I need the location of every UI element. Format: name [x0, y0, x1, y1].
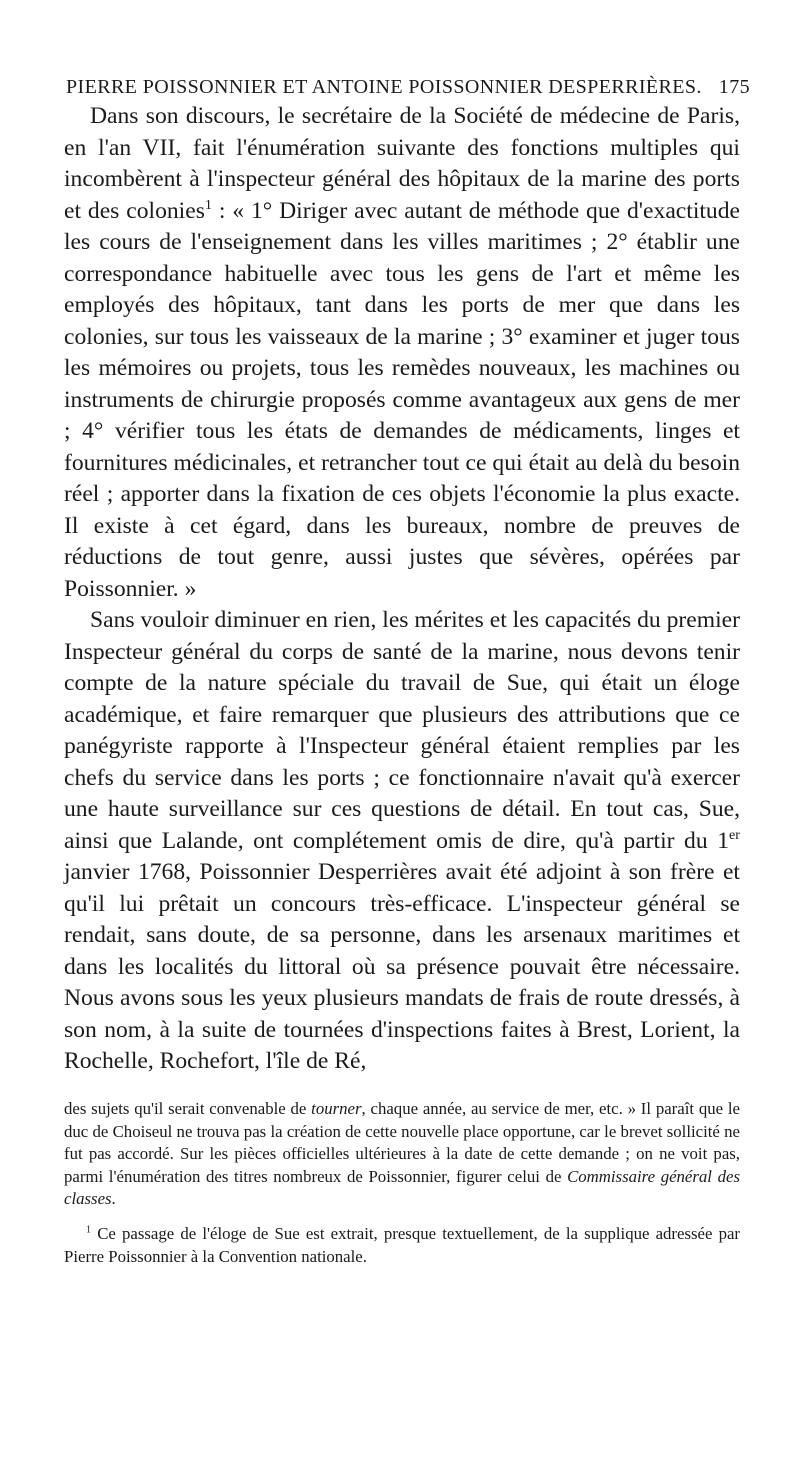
footnote-italic-title: Commissaire général des classes: [64, 1166, 740, 1209]
footnote-reference: 1: [204, 196, 212, 213]
footnote-marker: 1: [86, 1224, 92, 1236]
paragraph-2-text: Sans vouloir diminuer en rien, les mérites et les capacités du premier Inspecteur général du corps de santé de la marine, nous devons tenir compte de la nature spéciale du travail de Sue, qui était un éloge académique, et faire remarquer que plusieurs des attributions que ce panégyriste rapporte à l'Inspecteur général étaient remplies par les chefs du service dans les ports ; ce fonctionnaire n'avait qu'à exercer une haute surveillance sur ces questions de détail. En tout cas, Sue, ainsi que Lalande, ont complétement omis de dire, qu'à partir du 1: [64, 607, 740, 854]
footnote-separator: [64, 1211, 740, 1223]
footnote-1-text: Ce passage de l'éloge de Sue est extrait, presque textuellement, de la supplique adressée par Pierre Poissonnier à la Convention nationale.: [64, 1223, 740, 1266]
paragraph-1-quote: : « 1° Diriger avec autant de méthode que d'exactitude les cours de l'enseignement dans les villes maritimes ; 2° établir une correspondance habituelle avec tous les gens de l'art et même les employés des hôpitaux, tant dans les ports de mer que dans les colonies, sur tous les vaisseaux de la marine ; 3° examiner et juger tous les mémoires ou projets, tous les remèdes nouveaux, les machines ou instruments de chirurgie proposés comme avantageux aux gens de mer ; 4° vérifier tous les états de demandes de médicaments, linges et fournitures médicinales, et retrancher tout ce qui était au delà du besoin réel ; apporter dans la fixation de ces objets l'économie la plus exacte. Il existe à cet égard, dans les bureaux, nombre de preuves de réductions de tout genre, aussi justes que sévères, opérées par Poissonnier. »: [64, 197, 740, 602]
running-title: PIERRE POISSONNIER ET ANTOINE POISSONNIER DESPERRIÈRES.: [66, 76, 702, 98]
paragraph-1-text: Dans son discours, le secrétaire de la Société de médecine de Paris, en l'an VII, fait l'énumération suivante des fonctions multiples qui incombèrent à l'inspecteur général des hôpitaux de la marine des ports et des colonies: [64, 103, 740, 224]
footnote-continued-text-2: , chaque année, au service de mer, etc. » Il paraît que le duc de Choiseul ne trouva pas la création de cette nouvelle place opportune, car le brevet sollicité ne fut pas accordé. Sur les pièces officielles ultérieures à la date de cette demande ; on ne voit pas, parmi l'énumération des titres nombreux de Poissonnier, figurer celui de: [64, 1099, 741, 1186]
paragraph-2: [64, 605, 740, 1078]
footnote-period: .: [111, 1189, 116, 1209]
main-text: [64, 101, 740, 1078]
footnote-continued: [64, 1098, 740, 1211]
paragraph-1: [64, 101, 740, 605]
ordinal-superscript: er: [729, 826, 740, 843]
footnote-1: [64, 1223, 740, 1268]
footnote-italic-term: tourner: [311, 1099, 362, 1118]
paragraph-2-rest: janvier 1768, Poissonnier Desperrières avait été adjoint à son frère et qu'il lui prêtait un concours très-efficace. L'inspecteur général se rendait, sans doute, de sa personne, dans les arsenaux maritimes et dans les localités du littoral où sa présence pouvait être nécessaire. Nous avons sous les yeux plusieurs mandats de frais de route dressés, à son nom, à la suite de tournées d'inspections faites à Brest, Lorient, la Rochelle, Rochefort, l'île de Ré,: [64, 859, 740, 1074]
footnotes: [64, 1098, 740, 1268]
running-header: [60, 76, 750, 102]
footnote-continued-text: des sujets qu'il serait convenable de: [64, 1099, 312, 1118]
page-number: 175: [718, 76, 750, 98]
